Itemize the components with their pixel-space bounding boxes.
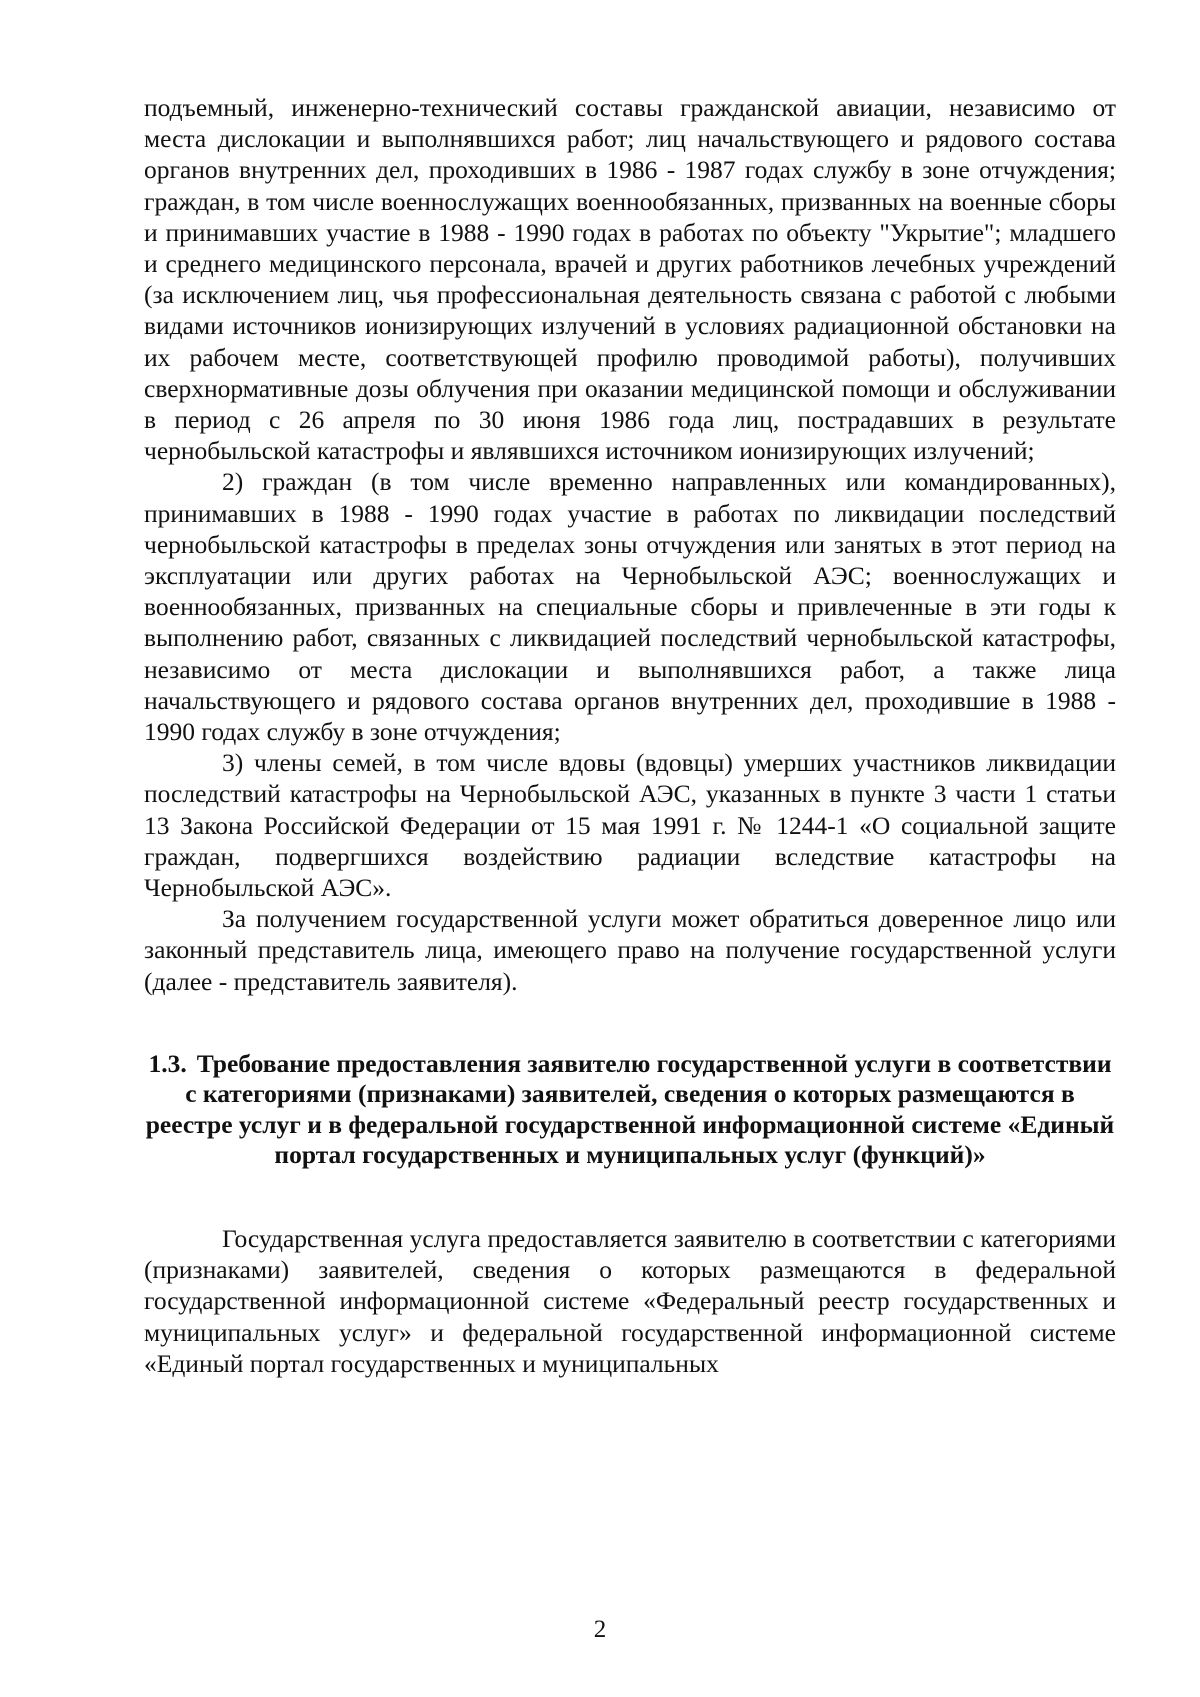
- document-page: [144, 92, 1116, 1379]
- paragraph-continuation: подъемный, инженерно-технический составы гражданской авиации, независимо от места дислокации и выполнявшихся работ; лиц начальствующего и рядового состава органов внутренних дел, проходивших в 1986 - 1987 годах службу в зоне отчуждения; граждан, в том числе военнослужащих военнообязанных, призванных на военные сборы и принимавших участие в 1988 - 1990 годах в работах по объекту "Укрытие"; младшего и среднего медицинского персонала, врачей и других работников лечебных учреждений (за исключением лиц, чья профессиональная деятельность связана с работой с любыми видами источников ионизирующих излучений в условиях радиационной обстановки на их рабочем месте, соответствующей профилю проводимой работы), получивших сверхнормативные дозы облучения при оказании медицинской помощи и обслуживании в период с 26 апреля по 30 июня 1986 года лиц, пострадавших в результате чернобыльской катастрофы и являвшихся источником ионизирующих излучений;: [144, 93, 1116, 466]
- section-heading: [144, 1049, 1116, 1171]
- paragraph-representative: За получением государственной услуги может обратиться доверенное лицо или законный представитель лица, имеющего право на получение государственной услуги (далее - представитель заявителя).: [144, 904, 1116, 996]
- paragraph-closing: Государственная услуга предоставляется заявителю в соответствии с категориями (признаками) заявителей, сведения о которых размещаются в федеральной государственной информационной системе «Федеральный реестр государственных и муниципальных услуг» и федеральной государственной информационной системе «Единый портал государственных и муниципальных: [144, 1223, 1116, 1378]
- paragraph-item-3: 3) члены семей, в том числе вдовы (вдовцы) умерших участников ликвидации последствий катастрофы на Чернобыльской АЭС, указанных в пункте 3 части 1 статьи 13 Закона Российской Федерации от 15 мая 1991 г. № 1244-1 «О социальной защите граждан, подвергшихся воздействию радиации вследствие катастрофы на Чернобыльской АЭС».: [144, 748, 1116, 903]
- section-title: Требование предоставления заявителю государственной услуги в соответствии с категориями (признаками) заявителей, сведения о которых размещаются в реестре услуг и в федеральной государственной информационной системе «Единый портал государственных и муниципальных услуг (функций)»: [145, 1048, 1115, 1170]
- section-number: 1.3.: [148, 1048, 187, 1078]
- paragraph-item-2: 2) граждан (в том числе временно направленных или командированных), принимавших в 1988 - 1990 годах участие в работах по ликвидации последствий чернобыльской катастрофы в пределах зоны отчуждения или занятых в этот период на эксплуатации или других работах на Чернобыльской АЭС; военнослужащих и военнообязанных, призванных на специальные сборы и привлеченные в эти годы к выполнению работ, связанных с ликвидацией последствий чернобыльской катастрофы, независимо от места дислокации и выполнявшихся работ, а также лица начальствующего и рядового состава органов внутренних дел, проходившие в 1988 - 1990 годах службу в зоне отчуждения;: [144, 467, 1116, 747]
- page-number: 2: [593, 1616, 607, 1643]
